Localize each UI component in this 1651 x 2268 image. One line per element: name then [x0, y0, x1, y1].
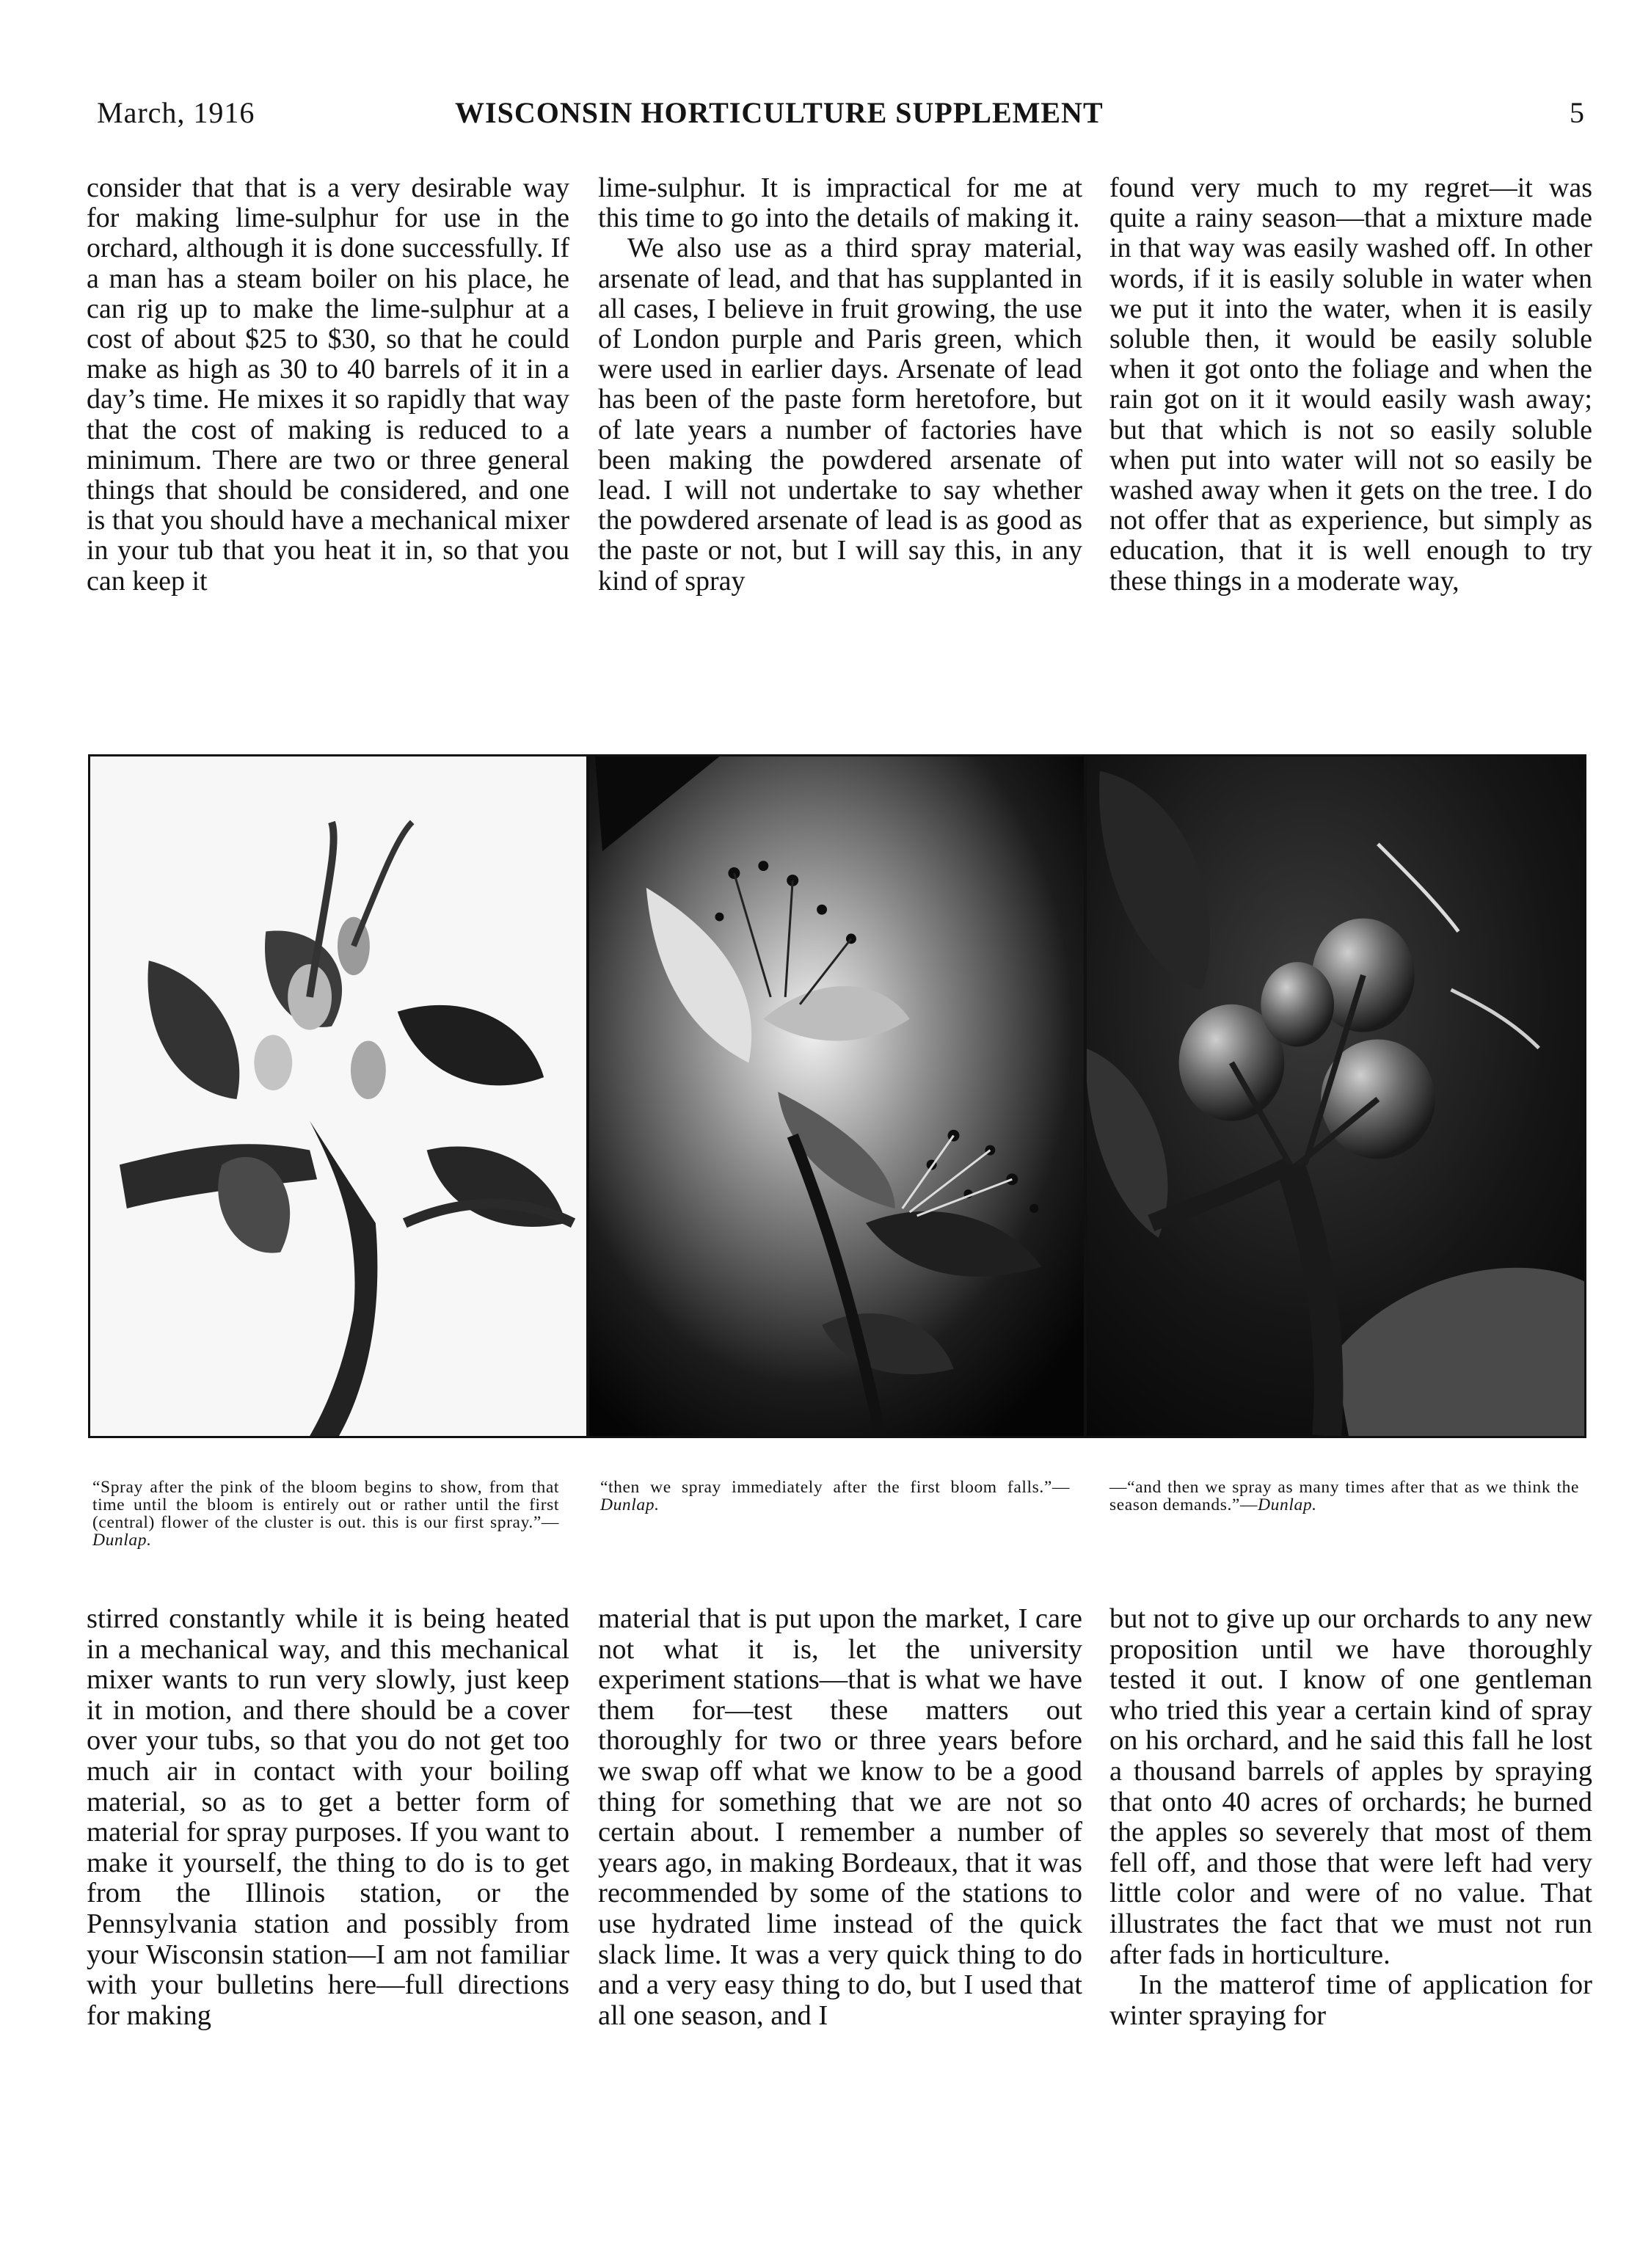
bottom-column-3 [1109, 1604, 1592, 2031]
photo-caption-2 [600, 1478, 1070, 1514]
paragraph: but not to give up our orchards to any new proposition until we have thoroughly tested it out. I know of one gentleman who tried this year a certain kind of spray on his orchard, and he said this fall he lost a thousand barrels of apples by spraying that onto 40 acres of orchards; he burned the apples so severely that most of them fell off, and those that were left had very little color and were of no value. That illustrates the fact that we must not run after fads in horticulture. [1109, 1603, 1592, 1970]
photo-fruit-set-stage [1085, 756, 1584, 1436]
bottom-column-2 [598, 1604, 1082, 2031]
caption-text: “Spray after the pink of the bloom begins to show, from that time until the bloom is entirely out or rather until the first (central) flower of the cluster is out. this is our first spray.”— [92, 1478, 559, 1532]
paragraph: In the matterof time of application for winter spraying for [1109, 1969, 1592, 2031]
top-column-2 [598, 173, 1082, 597]
top-column-3 [1109, 173, 1592, 597]
photo-caption-3 [1109, 1478, 1579, 1514]
paragraph: consider that that is a very desirable way for making lime-sulphur for use in the orchard, although it is done successfully. If a man has a steam boiler on his place, he can rig up to make the lime-sulphur at a cost of about $25 to $30, so that he could make as high as 30 to 40 barrels of it in a day’s time. He mixes it so rapidly that way that the cost of making is reduced to a minimum. There are two or three general things that should be considered, and one is that you should have a mechanical mixer in your tub that you heat it in, so that you can keep it [87, 172, 569, 597]
page-number: 5 [1570, 96, 1585, 129]
photo-caption-1 [92, 1478, 559, 1549]
caption-author: Dunlap. [1258, 1495, 1317, 1514]
caption-text: “then we spray immediately after the first bloom falls.”— [600, 1478, 1070, 1497]
running-header [88, 95, 1585, 139]
caption-author: Dunlap. [600, 1495, 660, 1514]
paragraph: stirred constantly while it is being heated in a mechanical way, and this mechanical mixer wants to run very slowly, just keep it in motion, and there should be a cover over your tubs, so that you do not get too much air in contact with your boiling material, so as to get a better form of material for spray purposes. If you want to make it yourself, the thing to do is to get from the Illinois station, or the Pennsylvania station and possibly from your Wisconsin station—I am not familiar with your bulletins here—full directions for making [87, 1603, 569, 2031]
photo-petal-fall-stage [588, 756, 1085, 1436]
caption-author: Dunlap. [92, 1531, 152, 1550]
paragraph: found very much to my regret—it was quite a rainy season—that a mixture made in that way was easily washed off. In other words, if it is easily soluble in water when we put it into the water, when it is easily soluble then, it would be easily soluble when it got onto the foliage and when the rain got on it it would easily wash away; but that which is not so easily soluble when put into water will not so easily be washed away when it gets on the tree. I do not offer that as experience, but simply as education, that it is well enough to try these things in a moderate way, [1109, 172, 1592, 597]
caption-text: —“and then we spray as many times after that as we think the season demands.”— [1109, 1478, 1579, 1514]
photo-strip-svg [90, 756, 1584, 1436]
paragraph: material that is put upon the market, I care not what it is, let the university experiment stations—that is what we have them for—test these matters out thoroughly for two or three years before we swap off what we know to be a good thing for something that we are not so certain about. I remember a number of years ago, in making Bordeaux, that it was recommended by some of the stations to use hydrated lime instead of the quick slack lime. It was a very quick thing to do and a very easy thing to do, but I used that all one season, and I [598, 1603, 1082, 2031]
publication-title: WISCONSIN HORTICULTURE SUPPLEMENT [455, 96, 1104, 129]
top-column-1 [87, 173, 569, 597]
photo-strip [88, 754, 1586, 1438]
photo-pink-bud-stage [90, 756, 588, 1436]
paragraph: lime-sulphur. It is impractical for me at this time to go into the details of making it. [598, 172, 1082, 234]
bottom-column-1 [87, 1604, 569, 2031]
paragraph: We also use as a third spray material, arsenate of lead, and that has supplanted in all cases, I believe in fruit growing, the use of London purple and Paris green, which were used in earlier days. Arsenate of lead has been of the paste form heretofore, but of late years a number of factories have been making the powdered arsenate of lead. I will not undertake to say whether the powdered arsenate of lead is as good as the paste or not, but I will say this, in any kind of spray [598, 233, 1082, 597]
issue-date: March, 1916 [97, 96, 255, 129]
